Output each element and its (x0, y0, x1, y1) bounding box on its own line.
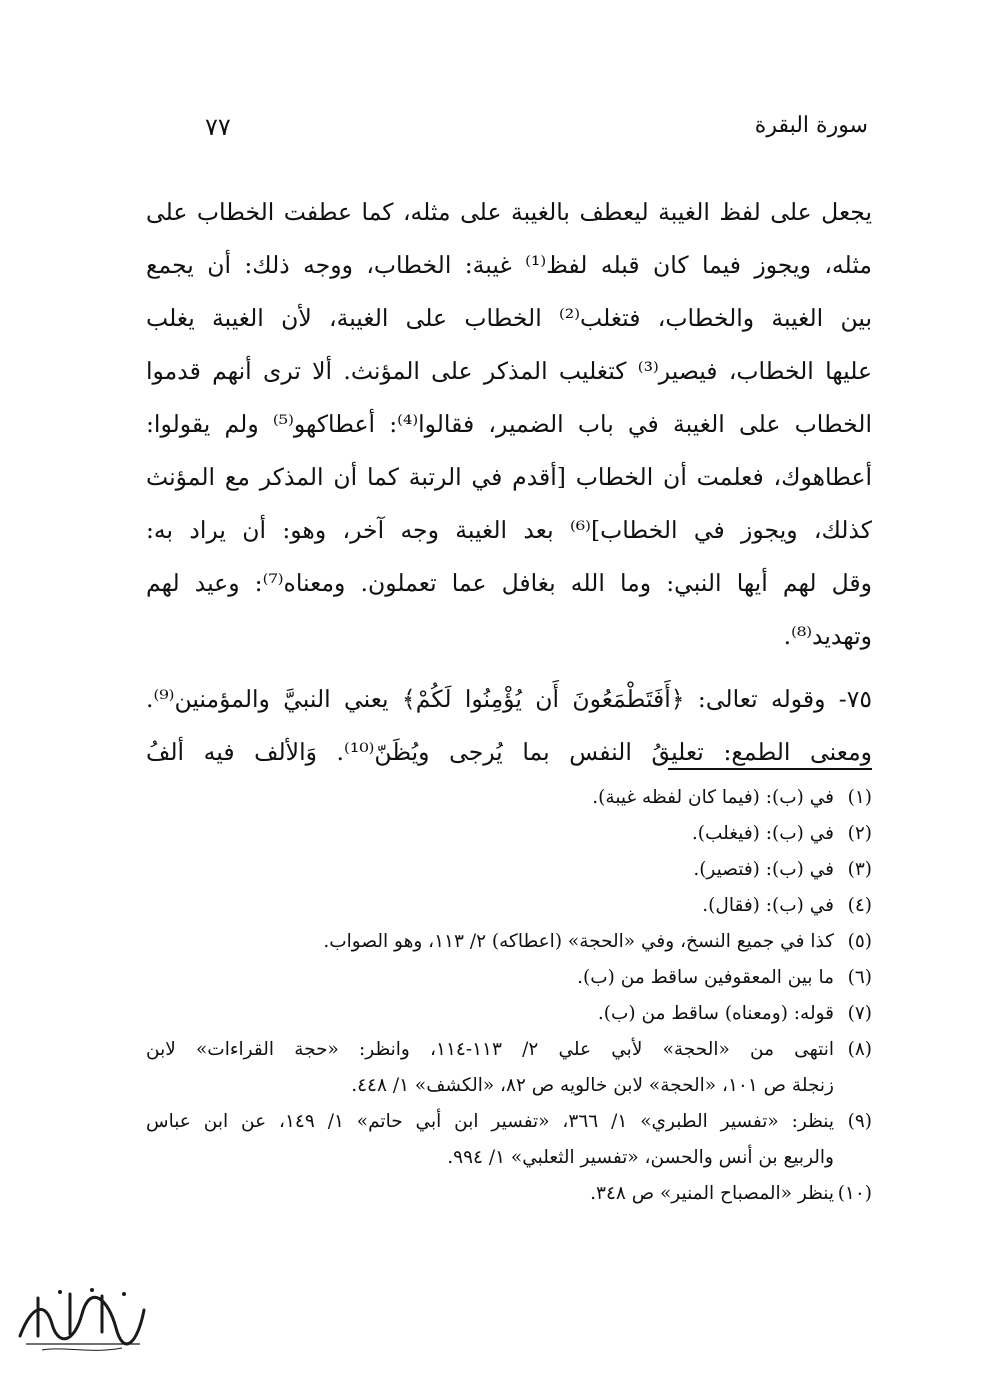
footnote-text: كذا في جميع النسخ، وفي «الحجة» (اعطاكه) ٢/ ١١٣، وهو الصواب. (323, 931, 834, 952)
running-header-surah: سورة البقرة (754, 113, 868, 138)
text-line-verse: ٧٥- وقوله تعالى: ﴿أَفَتَطْمَعُونَ أَن يُؤْمِنُوا لَكُمْ﴾ يعني النبيَّ والمؤمنين⁽⁹⁾. (146, 685, 872, 713)
footnote (146, 888, 872, 924)
footnote-number: (١٠) (837, 1183, 872, 1204)
footnote (146, 996, 872, 1032)
footnote-text: في (ب): (فيما كان لفظه غيبة). (592, 787, 834, 808)
text-line: الخطاب على الغيبة في باب الضمير، فقالوا⁽⁴⁾: أعطاكهو⁽⁵⁾ ولم يقولوا: (146, 410, 872, 438)
text-line: كذلك، ويجوز في الخطاب]⁽⁶⁾ بعد الغيبة وجه آخر، وهو: أن يراد به: (146, 516, 872, 544)
text-line: عليها الخطاب، فيصير⁽³⁾ كتغليب المذكر على المؤنث. ألا ترى أنهم قدموا (146, 357, 872, 385)
footnote (146, 780, 872, 816)
footnote-text: ما بين المعقوفين ساقط من (ب). (577, 967, 834, 988)
footnote (146, 1176, 872, 1212)
main-text (146, 186, 872, 779)
text-line: ومعنى الطمع: تعليقُ النفس بما يُرجى ويُظَنّ⁽¹⁰⁾. وَالألف فيه ألفُ (146, 738, 872, 766)
footnote-number: (٨) (847, 1039, 872, 1060)
footnote-number: (١) (847, 787, 872, 808)
footnote-text: ينظر «المصباح المنير» ص ٣٤٨. (590, 1183, 834, 1204)
footnote-text: انتهى من «الحجة» لأبي علي ٢/ ١١٣-١١٤، وانظر: «حجة القراءات» لابن (146, 1039, 834, 1060)
footnote (146, 852, 872, 888)
footnote-number: (٦) (847, 967, 872, 988)
text-line: يجعل على لفظ الغيبة ليعطف بالغيبة على مثله، كما عطفت الخطاب على (146, 198, 872, 226)
page-number: ٧٧ (205, 113, 231, 141)
footnote-text: في (ب): (فتصير). (693, 859, 834, 880)
footnote-number: (٤) (847, 895, 872, 916)
footnote-text: زنجلة ص ١٠١، «الحجة» لابن خالويه ص ٨٢، «الكشف» ١/ ٤٤٨. (351, 1075, 834, 1096)
footnote (146, 1104, 872, 1176)
footnote (146, 960, 872, 996)
footnote (146, 924, 872, 960)
watermark-logo (12, 1284, 152, 1356)
footnote-text: والربيع بن أنس والحسن، «تفسير الثعلبي» ١/ ٩٩٤. (447, 1147, 834, 1168)
footnote (146, 816, 872, 852)
footnote-text: في (ب): (فيغلب). (691, 823, 834, 844)
text-line: وتهديد⁽⁸⁾. (783, 622, 872, 650)
footnote-number: (٧) (847, 1003, 872, 1024)
text-line: بين الغيبة والخطاب، فتغلب⁽²⁾ الخطاب على الغيبة، لأن الغيبة يغلب (146, 304, 872, 332)
footnote-text: في (ب): (فقال). (702, 895, 834, 916)
footnote-text: قوله: (ومعناه) ساقط من (ب). (597, 1003, 834, 1024)
footnote-separator (668, 768, 872, 770)
footnotes (146, 780, 872, 1212)
footnote-number: (٣) (847, 859, 872, 880)
footnote-number: (٢) (847, 823, 872, 844)
text-line: أعطاهوك، فعلمت أن الخطاب [أقدم في الرتبة كما أن المذكر مع المؤنث (146, 463, 872, 491)
footnote (146, 1032, 872, 1104)
text-line: مثله، ويجوز فيما كان قبله لفظ⁽¹⁾ غيبة: الخطاب، ووجه ذلك: أن يجمع (146, 251, 872, 279)
text-line: وقل لهم أيها النبي: وما الله بغافل عما تعملون. ومعناه⁽⁷⁾: وعيد لهم (146, 569, 872, 597)
footnote-number: (٥) (847, 931, 872, 952)
footnote-text: ينظر: «تفسير الطبري» ١/ ٣٦٦، «تفسير ابن أبي حاتم» ١/ ١٤٩، عن ابن عباس (146, 1111, 834, 1132)
footnote-number: (٩) (847, 1111, 872, 1132)
